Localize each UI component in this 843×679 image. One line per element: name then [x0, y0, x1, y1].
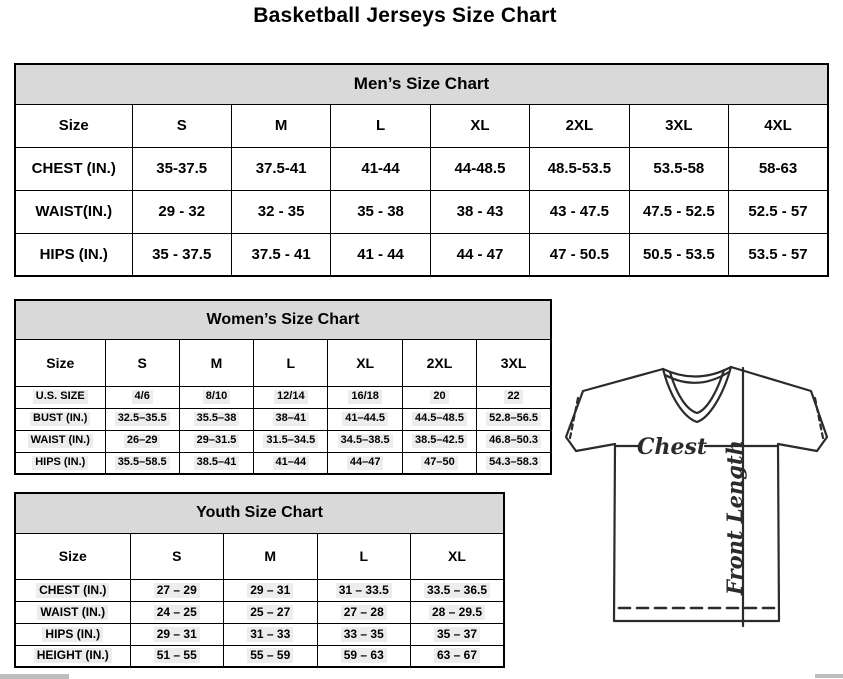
cell-value: 51 – 55 — [154, 648, 200, 663]
cell-value: 24 – 25 — [154, 605, 200, 620]
youth-cell — [317, 645, 411, 667]
mens-col-xl: XL — [430, 104, 529, 147]
womens-cell — [105, 452, 179, 474]
womens-col-m: M — [179, 339, 253, 386]
cell-value: 31 – 33.5 — [336, 583, 392, 598]
mens-cell: 37.5 - 41 — [231, 233, 330, 276]
mens-cell: 43 - 47.5 — [530, 190, 629, 233]
mens-cell: 48.5-53.5 — [530, 147, 629, 190]
cell-value: 63 – 67 — [434, 648, 480, 663]
womens-cell — [328, 430, 402, 452]
youth-cell — [411, 645, 505, 667]
cell-value: 26–29 — [124, 434, 161, 448]
collar-band-arc-1 — [663, 367, 731, 377]
womens-row-label-hips — [15, 452, 105, 474]
womens-cell — [179, 452, 253, 474]
youth-size-table — [14, 492, 505, 668]
womens-col-size: Size — [15, 339, 105, 386]
sleeve-dash-left — [570, 398, 578, 438]
cell-value: 31.5–34.5 — [263, 434, 318, 448]
womens-cell — [477, 452, 551, 474]
youth-row-label-height — [15, 645, 130, 667]
mens-cell: 52.5 - 57 — [729, 190, 828, 233]
cell-value: 34.5–38.5 — [338, 434, 393, 448]
cell-value: 28 – 29.5 — [429, 605, 485, 620]
mens-row-label-waist: WAIST(IN.) — [15, 190, 132, 233]
cell-value: 41–44 — [273, 456, 310, 470]
womens-cell — [402, 452, 476, 474]
youth-cell — [411, 623, 505, 645]
womens-col-2xl: 2XL — [402, 339, 476, 386]
cell-value: 16/18 — [348, 390, 382, 404]
youth-cell — [224, 601, 318, 623]
youth-row-label-chest — [15, 579, 130, 601]
cell-value: HIPS (IN.) — [32, 456, 88, 470]
mens-cell: 35 - 37.5 — [132, 233, 231, 276]
womens-col-s: S — [105, 339, 179, 386]
mens-table-header-row — [15, 64, 828, 104]
youth-cell — [130, 579, 224, 601]
cell-value: 47–50 — [421, 456, 458, 470]
youth-col-l: L — [317, 533, 411, 579]
cell-value: U.S. SIZE — [33, 390, 88, 404]
womens-cell — [254, 408, 328, 430]
cell-value: 59 – 63 — [341, 648, 387, 663]
womens-cell — [402, 430, 476, 452]
womens-cell — [254, 386, 328, 408]
mens-cell: 47.5 - 52.5 — [629, 190, 728, 233]
womens-col-3xl: 3XL — [477, 339, 551, 386]
youth-col-xl: XL — [411, 533, 505, 579]
mens-cell: 41 - 44 — [331, 233, 430, 276]
cell-value: WAIST (IN.) — [37, 605, 108, 620]
womens-cell — [179, 430, 253, 452]
womens-hips-row — [15, 452, 551, 474]
cell-value: 20 — [430, 390, 448, 404]
cell-value: 27 – 28 — [341, 605, 387, 620]
jersey-outline — [566, 367, 827, 621]
cell-value: 35 – 37 — [434, 627, 480, 642]
womens-table-title: Women’s Size Chart — [15, 300, 551, 339]
cell-value: 38–41 — [273, 412, 310, 426]
womens-cell — [477, 430, 551, 452]
cell-value: 55 – 59 — [247, 648, 293, 663]
womens-cell — [105, 386, 179, 408]
mens-column-header-row — [15, 104, 828, 147]
page-title: Basketball Jerseys Size Chart — [253, 4, 557, 27]
youth-cell — [411, 579, 505, 601]
womens-cell — [402, 408, 476, 430]
womens-bust-row — [15, 408, 551, 430]
mens-row-label-hips: HIPS (IN.) — [15, 233, 132, 276]
womens-row-label-ussize — [15, 386, 105, 408]
scrollbar-fragment-right[interactable] — [815, 674, 843, 678]
cell-value: 4/6 — [132, 390, 153, 404]
cell-value: 31 – 33 — [247, 627, 293, 642]
cell-value: 54.3–58.3 — [486, 456, 541, 470]
mens-cell: 44-48.5 — [430, 147, 529, 190]
youth-cell — [317, 623, 411, 645]
chest-label: Chest — [636, 434, 708, 460]
womens-ussize-row — [15, 386, 551, 408]
cell-value: 46.8–50.3 — [486, 434, 541, 448]
youth-cell — [224, 579, 318, 601]
youth-cell — [130, 623, 224, 645]
womens-size-table — [14, 299, 552, 475]
mens-col-3xl: 3XL — [629, 104, 728, 147]
mens-size-table — [14, 63, 829, 277]
mens-chest-row — [15, 147, 828, 190]
mens-cell: 58-63 — [729, 147, 828, 190]
mens-table-title: Men’s Size Chart — [15, 64, 828, 104]
youth-waist-row — [15, 601, 504, 623]
womens-cell — [254, 430, 328, 452]
youth-table-title: Youth Size Chart — [15, 493, 504, 533]
cell-value: 38.5–42.5 — [412, 434, 467, 448]
cell-value: 35.5–38 — [194, 412, 240, 426]
cell-value: 52.8–56.5 — [486, 412, 541, 426]
womens-cell — [105, 430, 179, 452]
mens-cell: 38 - 43 — [430, 190, 529, 233]
mens-col-4xl: 4XL — [729, 104, 828, 147]
cell-value: BUST (IN.) — [30, 412, 90, 426]
cell-value: 44–47 — [347, 456, 384, 470]
mens-cell: 47 - 50.5 — [530, 233, 629, 276]
cell-value: 25 – 27 — [247, 605, 293, 620]
womens-cell — [179, 386, 253, 408]
mens-cell: 29 - 32 — [132, 190, 231, 233]
cell-value: 35.5–58.5 — [115, 456, 170, 470]
womens-cell — [105, 408, 179, 430]
mens-cell: 35-37.5 — [132, 147, 231, 190]
youth-cell — [224, 645, 318, 667]
mens-col-s: S — [132, 104, 231, 147]
front-length-label: Front Length — [722, 440, 747, 595]
youth-cell — [317, 601, 411, 623]
mens-cell: 44 - 47 — [430, 233, 529, 276]
cell-value: 22 — [504, 390, 522, 404]
cell-value: 38.5–41 — [194, 456, 240, 470]
youth-cell — [130, 645, 224, 667]
womens-cell — [328, 452, 402, 474]
cell-value: WAIST (IN.) — [28, 434, 93, 448]
jersey-diagram — [553, 358, 843, 630]
youth-col-size: Size — [15, 533, 130, 579]
womens-waist-row — [15, 430, 551, 452]
mens-cell: 53.5 - 57 — [729, 233, 828, 276]
youth-hips-row — [15, 623, 504, 645]
cell-value: 32.5–35.5 — [115, 412, 170, 426]
womens-column-header-row — [15, 339, 551, 386]
youth-column-header-row — [15, 533, 504, 579]
cell-value: 12/14 — [274, 390, 308, 404]
youth-cell — [224, 623, 318, 645]
cell-value: HIPS (IN.) — [42, 627, 103, 642]
cell-value: 33 – 35 — [341, 627, 387, 642]
cell-value: 44.5–48.5 — [412, 412, 467, 426]
cell-value: 27 – 29 — [154, 583, 200, 598]
mens-cell: 50.5 - 53.5 — [629, 233, 728, 276]
mens-waist-row — [15, 190, 828, 233]
womens-cell — [477, 386, 551, 408]
youth-table-header-row — [15, 493, 504, 533]
womens-row-label-bust — [15, 408, 105, 430]
mens-cell: 53.5-58 — [629, 147, 728, 190]
mens-cell: 41-44 — [331, 147, 430, 190]
cell-value: 33.5 – 36.5 — [424, 583, 490, 598]
womens-col-xl: XL — [328, 339, 402, 386]
youth-row-label-hips — [15, 623, 130, 645]
mens-cell: 37.5-41 — [231, 147, 330, 190]
womens-row-label-waist — [15, 430, 105, 452]
mens-col-m: M — [231, 104, 330, 147]
youth-cell — [411, 601, 505, 623]
scrollbar-fragment-left[interactable] — [0, 674, 69, 679]
cell-value: 29–31.5 — [194, 434, 240, 448]
youth-cell — [317, 579, 411, 601]
youth-col-m: M — [224, 533, 318, 579]
mens-col-l: L — [331, 104, 430, 147]
womens-cell — [328, 386, 402, 408]
mens-row-label-chest: CHEST (IN.) — [15, 147, 132, 190]
womens-cell — [179, 408, 253, 430]
cell-value: 41–44.5 — [342, 412, 388, 426]
mens-cell: 35 - 38 — [331, 190, 430, 233]
cell-value: 29 – 31 — [154, 627, 200, 642]
cell-value: 8/10 — [203, 390, 230, 404]
womens-table-header-row — [15, 300, 551, 339]
womens-col-l: L — [254, 339, 328, 386]
cell-value: HEIGHT (IN.) — [34, 648, 112, 663]
mens-cell: 32 - 35 — [231, 190, 330, 233]
womens-cell — [477, 408, 551, 430]
youth-height-row — [15, 645, 504, 667]
mens-col-2xl: 2XL — [530, 104, 629, 147]
mens-col-size: Size — [15, 104, 132, 147]
youth-col-s: S — [130, 533, 224, 579]
youth-row-label-waist — [15, 601, 130, 623]
womens-cell — [254, 452, 328, 474]
womens-cell — [402, 386, 476, 408]
cell-value: 29 – 31 — [247, 583, 293, 598]
youth-cell — [130, 601, 224, 623]
womens-cell — [328, 408, 402, 430]
youth-chest-row — [15, 579, 504, 601]
mens-hips-row — [15, 233, 828, 276]
cell-value: CHEST (IN.) — [36, 583, 109, 598]
